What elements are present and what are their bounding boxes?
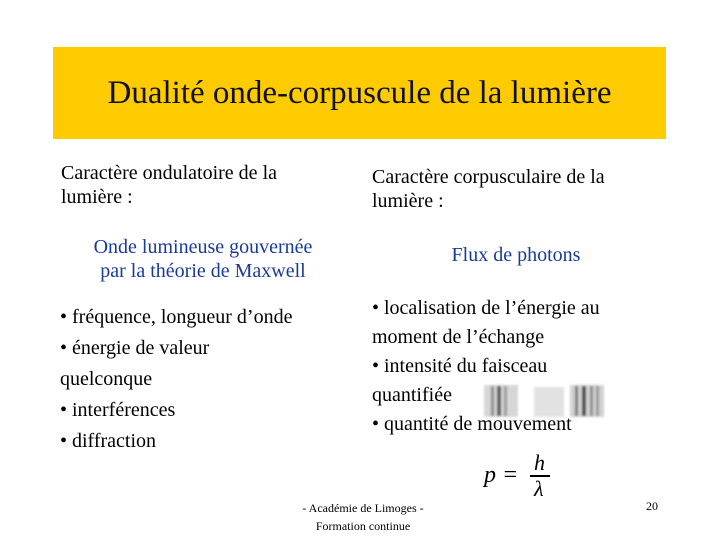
list-item: • énergie de valeur [60,337,210,359]
right-heading-line2: lumière : [372,190,444,212]
title-banner [53,47,666,139]
left-subheading [62,235,344,283]
list-item: • localisation de l’énergie au [372,297,600,319]
list-item: • quantité de mouvement [372,413,572,435]
right-heading-line1: Caractère corpusculaire de la [372,166,605,188]
formula-numerator: h [534,450,545,475]
footer-line2: Formation continue [315,519,411,533]
list-item: quantifiée [372,384,452,406]
left-sub-line2: par la théorie de Maxwell [100,260,306,282]
left-heading-line1: Caractère ondulatoire de la [61,162,277,184]
list-item: quelconque [60,368,153,390]
list-item: • diffraction [60,430,157,452]
right-bullet-list [372,294,600,439]
formula-lhs: p = [484,462,519,488]
list-item: • intensité du faisceau [372,355,548,377]
left-bullet-list [60,302,292,457]
left-heading-line2: lumière : [61,186,133,208]
formula-denominator: λ [534,476,544,501]
slide-title: Dualité onde-corpuscule de la lumière [107,74,612,111]
list-item: • interférences [60,399,176,421]
footer [268,499,458,535]
page-number: 20 [646,499,658,513]
list-item: • fréquence, longueur d’onde [60,306,293,328]
left-sub-line1: Onde lumineuse gouvernée [93,236,313,258]
left-heading [61,161,277,209]
footer-line1: - Académie de Limoges - [302,501,424,515]
right-subheading: Flux de photons [451,244,581,266]
list-item: moment de l’échange [372,326,545,348]
right-heading [372,165,605,213]
momentum-formula [484,452,554,500]
